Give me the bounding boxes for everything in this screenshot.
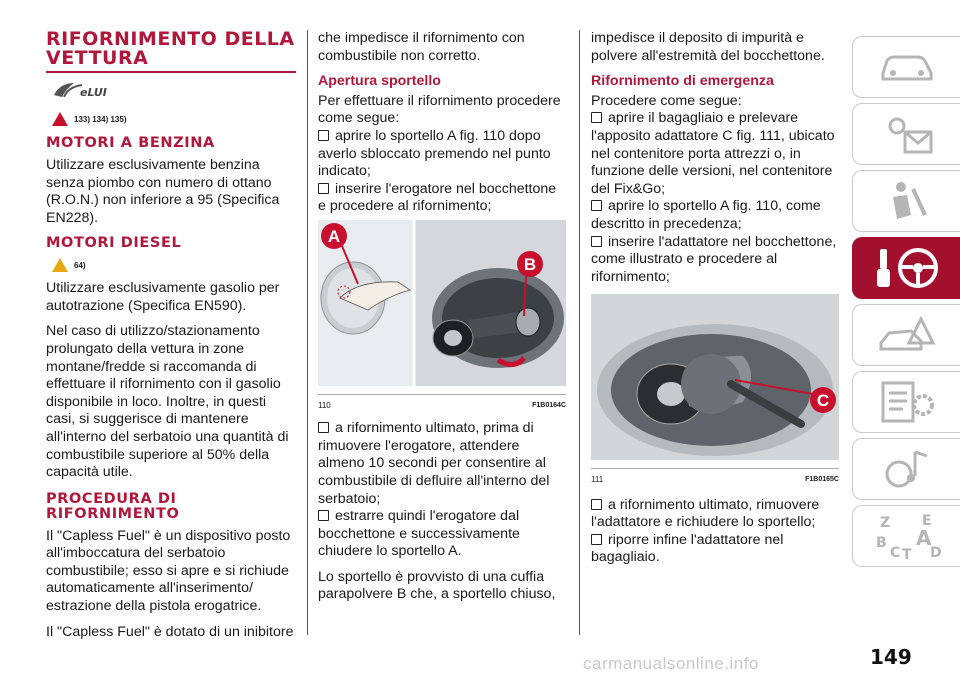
tab-fuel-driving[interactable]	[852, 237, 960, 299]
paragraph-intro: Per effettuare il rifornimento procedere come segue:	[318, 92, 561, 127]
heading-apertura: Apertura sportello	[318, 73, 441, 90]
caution-triangle-icon	[52, 258, 68, 272]
figure-110	[318, 220, 566, 414]
checkbox-bullet-icon	[591, 236, 602, 247]
paragraph-benzina: Utilizzare esclusivamente benzina senza piombo con numero di ottano (R.O.N.) non inferiore a 95 (Specifica EN228).	[46, 157, 280, 226]
svg-text:C: C	[889, 545, 900, 561]
warning-triangle-icon	[52, 112, 68, 126]
paragraph-continued: che impedisce il rifornimento con combustibile non corretto.	[318, 30, 525, 64]
caution-refs: 64)	[74, 260, 86, 270]
tab-multimedia[interactable]	[852, 438, 960, 500]
svg-text:A: A	[915, 526, 931, 550]
checkbox-bullet-icon	[318, 183, 329, 194]
svg-text:B: B	[875, 535, 887, 551]
heading-emergenza: Rifornimento di emergenza	[591, 73, 774, 90]
car-icon	[877, 47, 937, 87]
bullet-item: a rifornimento ultimato, rimuovere l'adattatore e richiudere lo sportello;	[591, 496, 820, 531]
breakdown-icon	[877, 313, 937, 357]
watermark: carmanualsonline.info	[583, 654, 759, 673]
paragraph-procedura-1: Il "Capless Fuel" è un dispositivo posto all'imboccatura del serbatoio combustibile; esso si apre e si richiude automaticamente all'inserimento/ estrazione della pistola erogatrice.	[46, 527, 291, 615]
paragraph-continued: impedisce il deposito di impurità e polvere all'estremità del bocchettone.	[591, 30, 825, 64]
heading-procedura: PROCEDURA DI RIFORNIMENTO	[46, 490, 180, 522]
fuel-steering-icon	[872, 245, 942, 291]
figure-code: F1B0165C	[805, 475, 839, 483]
column-divider-1	[307, 30, 308, 635]
figure-number: 110	[318, 400, 331, 410]
svg-text:T: T	[901, 547, 912, 563]
column-1	[46, 30, 296, 649]
heading-benzina: MOTORI A BENZINA	[46, 135, 215, 152]
tab-maintenance[interactable]	[852, 371, 960, 433]
tab-index[interactable]	[852, 505, 960, 567]
checkbox-bullet-icon	[591, 200, 602, 211]
checkbox-bullet-icon	[318, 510, 329, 521]
paragraph-cuffia: Lo sportello è provvisto di una cuffia parapolvere B che, a sportello chiuso,	[318, 568, 556, 603]
page-number: 149	[870, 645, 912, 669]
column-3	[591, 30, 839, 567]
adapter-illustration	[591, 294, 839, 460]
heading-diesel: MOTORI DIESEL	[46, 234, 182, 251]
tab-safety[interactable]	[852, 170, 960, 232]
figure-number: 111	[591, 474, 604, 484]
svg-text:eLUI: eLUI	[80, 86, 107, 99]
warning-note-2	[52, 257, 296, 275]
svg-text:Z: Z	[879, 515, 890, 531]
bullet-item: aprire il bagagliaio e prelevare l'apposito adattatore C fig. 111, ubicato nel contenitore porta attrezzi o, in funzione delle versioni, nel contenitore del Fix&Go;	[591, 110, 835, 197]
maintenance-icon	[877, 379, 937, 425]
warning-lights-icon	[877, 112, 937, 156]
paragraph-diesel-2: Nel caso di utilizzo/stazionamento prolungato della vettura in zone montane/fredde si raccomanda di effettuare il rifornimento con il gasolio disponibile in loco. Inoltre, in questi casi, si suggerisce di mantenere all'interno del serbatoio una quantità di combustibile superiore al 50% della capacità utile.	[46, 323, 289, 481]
paragraph-intro: Procedere come segue:	[591, 92, 742, 109]
index-icon	[872, 511, 942, 561]
tab-warning-lights[interactable]	[852, 103, 960, 165]
checkbox-bullet-icon	[591, 534, 602, 545]
svg-text:E: E	[921, 513, 932, 529]
multimedia-icon	[877, 446, 937, 492]
warning-note-1	[52, 111, 296, 129]
tab-car[interactable]	[852, 36, 960, 98]
figure-code: F1B0164C	[532, 401, 566, 409]
svg-text:D: D	[929, 545, 942, 561]
column-divider-2	[579, 30, 580, 635]
bullet-item: a rifornimento ultimato, prima di rimuovere l'erogatore, attendere almeno 10 secondi per consentire al combustibile di defluire all'interno del serbatoio;	[318, 420, 550, 507]
label-b: B	[523, 254, 537, 274]
bullet-item: aprire lo sportello A fig. 110 dopo averlo sbloccato premendo nel punto indicato;	[318, 127, 551, 180]
label-a: A	[327, 226, 341, 246]
label-c: C	[816, 391, 830, 411]
checkbox-bullet-icon	[591, 499, 602, 510]
column-2	[318, 30, 566, 612]
bullet-item: inserire l'erogatore nel bocchettone e procedere al rifornimento;	[318, 180, 557, 215]
bullet-item: riporre infine l'adattatore nel bagagliaio.	[591, 531, 784, 566]
warning-refs: 133) 134) 135)	[74, 114, 127, 124]
figure-caption	[318, 394, 566, 415]
bullet-item: aprire lo sportello A fig. 110, come descritto in precedenza;	[591, 198, 821, 232]
chapter-tabs	[852, 36, 960, 572]
paragraph-procedura-2: Il "Capless Fuel" è dotato di un inibitore	[46, 623, 294, 640]
tab-emergency[interactable]	[852, 304, 960, 366]
bullet-item: estrarre quindi l'erogatore dal bocchettone e successivamente chiudere lo sportello A.	[318, 508, 520, 560]
eco-logo	[52, 79, 296, 107]
section-title: RIFORNIMENTO DELLA VETTURA	[46, 28, 295, 69]
figure-caption	[591, 468, 839, 489]
fuel-door-illustration	[318, 220, 566, 386]
paragraph-diesel-1: Utilizzare esclusivamente gasolio per autotrazione (Specifica EN590).	[46, 280, 280, 314]
checkbox-bullet-icon	[318, 422, 329, 433]
checkbox-bullet-icon	[318, 130, 329, 141]
checkbox-bullet-icon	[591, 112, 602, 123]
bullet-item: inserire l'adattatore nel bocchettone, come illustrato e procedere al rifornimento;	[591, 233, 837, 285]
title-rule	[46, 71, 296, 73]
figure-111	[591, 294, 839, 488]
seatbelt-airbag-icon	[877, 179, 937, 223]
